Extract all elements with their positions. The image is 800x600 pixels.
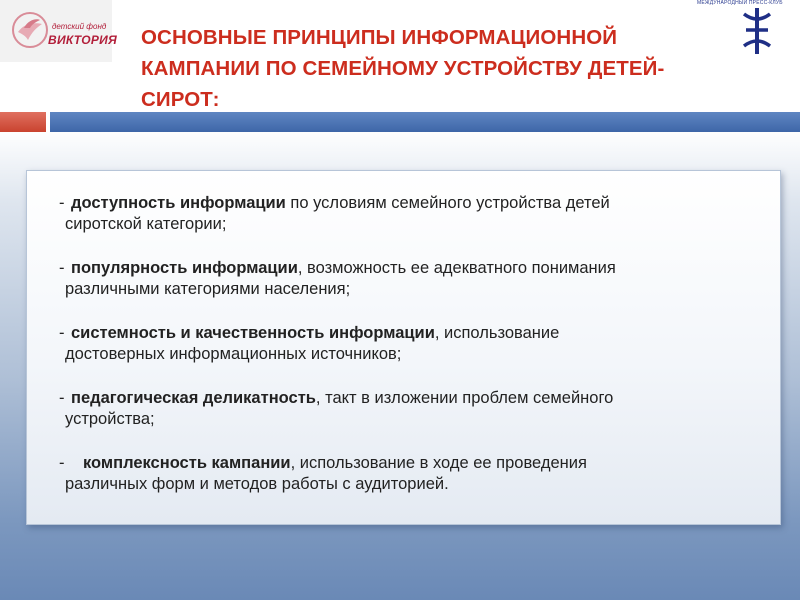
item-dash: -: [59, 454, 65, 472]
list-item: [59, 193, 749, 235]
logo-line1: детский фонд: [52, 22, 107, 31]
item-text: по условиям семейного устройства детей: [285, 194, 610, 212]
item-bold: комплексность кампании: [83, 454, 291, 472]
item-bold: доступность информации: [71, 194, 286, 212]
divider-bar-blue: [50, 112, 800, 132]
logo-line2: ВИКТОРИЯ: [48, 33, 118, 47]
principles-list: [59, 193, 749, 518]
item-dash: -: [59, 324, 65, 342]
item-bold: системность и качественность информации: [71, 324, 435, 342]
item-bold: педагогическая деликатность: [71, 389, 316, 407]
list-item: [59, 258, 749, 300]
fund-logo: [0, 0, 118, 62]
item-dash: -: [59, 389, 65, 407]
divider-accent-red: [0, 112, 46, 132]
list-item: [59, 388, 749, 430]
item-dash: -: [59, 194, 65, 212]
list-item: [59, 453, 749, 495]
item-continuation: достоверных информационных источников;: [65, 345, 402, 363]
dove-icon: [10, 10, 50, 50]
item-text: , возможность ее адекватного понимания: [297, 259, 616, 277]
page-title: ОСНОВНЫЕ ПРИНЦИПЫ ИНФОРМАЦИОННОЙ КАМПАНИИ ПО СЕМЕЙНОМУ УСТРОЙСТВУ ДЕТЕЙ-СИРОТ:: [141, 26, 665, 111]
press-club-emblem-icon: [722, 0, 792, 56]
emblem-caption: МЕЖДУНАРОДНЫЙ ПРЕСС-КЛУБ: [697, 0, 783, 6]
item-dash: -: [59, 259, 65, 277]
item-continuation: различными категориями населения;: [65, 280, 351, 298]
item-text: , использование в ходе ее проведения: [290, 454, 587, 472]
content-panel: [26, 170, 781, 525]
item-text: , использование: [434, 324, 560, 342]
list-item: [59, 323, 749, 365]
item-continuation: различных форм и методов работы с аудиторией.: [65, 475, 449, 493]
item-text: , такт в изложении проблем семейного: [315, 389, 614, 407]
item-bold: популярность информации: [71, 259, 298, 277]
item-continuation: устройства;: [65, 410, 155, 428]
item-continuation: сиротской категории;: [65, 215, 227, 233]
